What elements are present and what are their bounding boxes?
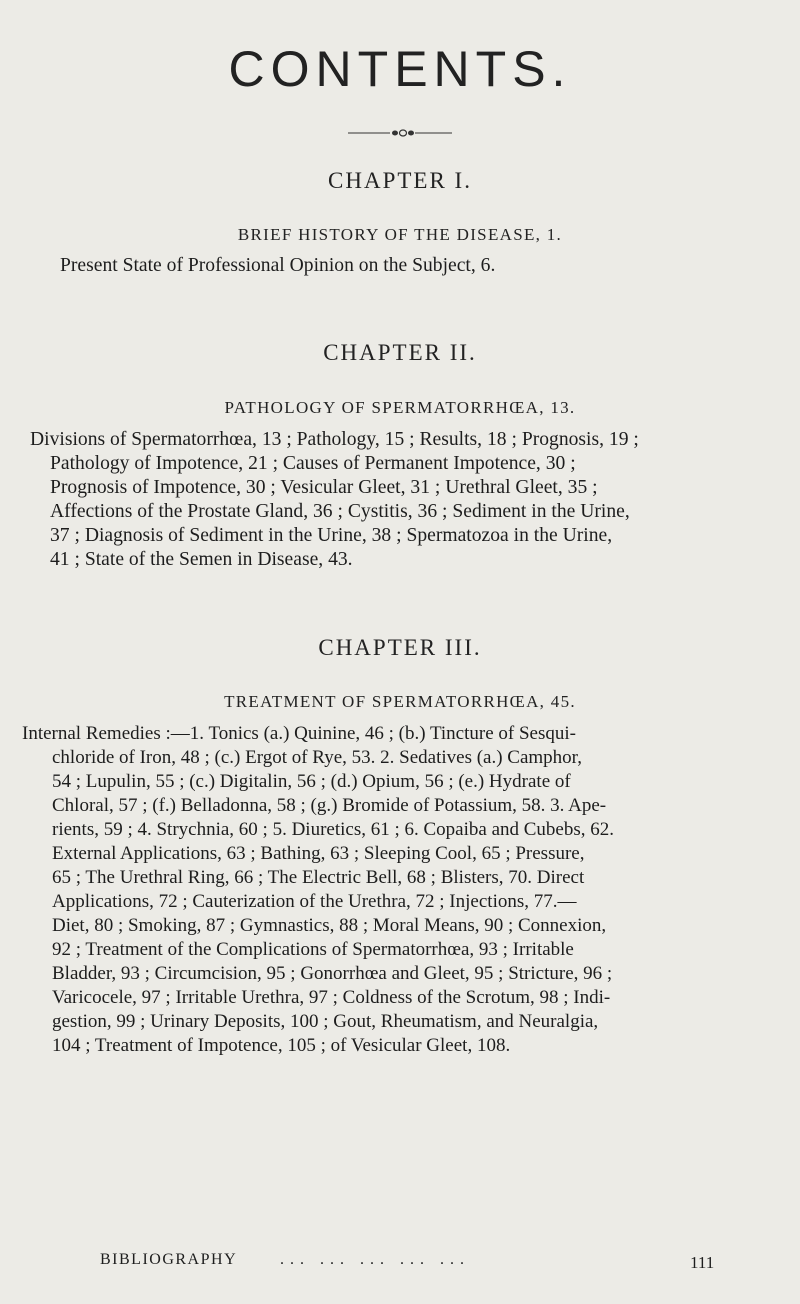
chapter-3-line: 92 ; Treatment of the Complications of Spermatorrhœa, 93 ; Irritable — [52, 939, 574, 960]
chapter-2-line: Prognosis of Impotence, 30 ; Vesicular Gleet, 31 ; Urethral Gleet, 35 ; — [50, 477, 598, 498]
chapter-1-heading: CHAPTER I. — [328, 168, 472, 193]
chapter-2-line: 37 ; Diagnosis of Sediment in the Urine, 38 ; Spermatozoa in the Urine, — [50, 525, 613, 546]
chapter-2-line: Divisions of Spermatorrhœa, 13 ; Pathology, 15 ; Results, 18 ; Prognosis, 19 ; — [30, 429, 639, 450]
chapter-3-line: Bladder, 93 ; Circumcision, 95 ; Gonorrhœa and Gleet, 95 ; Stricture, 96 ; — [52, 963, 613, 984]
chapter-3-line: rients, 59 ; 4. Strychnia, 60 ; 5. Diuretics, 61 ; 6. Copaiba and Cubebs, 62. — [52, 819, 615, 840]
bibliography-leader-dots: ... ... ... ... ... — [280, 1251, 470, 1268]
chapter-1-line: Present State of Professional Opinion on the Subject, 6. — [60, 255, 496, 276]
ornament-divider — [340, 128, 460, 138]
chapter-3-line: Chloral, 57 ; (f.) Belladonna, 58 ; (g.) Bromide of Potassium, 58. 3. Ape- — [52, 795, 607, 816]
chapter-1-body — [60, 254, 800, 278]
chapter-2-line: Affections of the Prostate Gland, 36 ; Cystitis, 36 ; Sediment in the Urine, — [50, 501, 630, 522]
chapter-3-line: 104 ; Treatment of Impotence, 105 ; of Vesicular Gleet, 108. — [52, 1035, 511, 1056]
chapter-3-line: Diet, 80 ; Smoking, 87 ; Gymnastics, 88 ; Moral Means, 90 ; Connexion, — [52, 915, 607, 936]
chapter-3-line: Applications, 72 ; Cauterization of the Urethra, 72 ; Injections, 77.— — [52, 891, 577, 912]
chapter-3-line: 65 ; The Urethral Ring, 66 ; The Electric Bell, 68 ; Blisters, 70. Direct — [52, 867, 585, 888]
chapter-3-heading: CHAPTER III. — [318, 635, 482, 660]
chapter-3-line: Internal Remedies :—1. Tonics (a.) Quinine, 46 ; (b.) Tincture of Sesqui- — [22, 723, 576, 744]
page-title: CONTENTS. — [228, 41, 572, 97]
chapter-3-line: 54 ; Lupulin, 55 ; (c.) Digitalin, 56 ; (d.) Opium, 56 ; (e.) Hydrate of — [52, 771, 571, 792]
chapter-1-subheading: BRIEF HISTORY OF THE DISEASE, 1. — [237, 225, 563, 244]
chapter-2-body — [30, 428, 790, 572]
chapter-2-subheading: PATHOLOGY OF SPERMATORRHŒA, 13. — [224, 398, 576, 417]
chapter-3-line: External Applications, 63 ; Bathing, 63 ; Sleeping Cool, 65 ; Pressure, — [52, 843, 585, 864]
chapter-3-body — [22, 722, 792, 1058]
bibliography-page-number: 111 — [690, 1253, 715, 1272]
chapter-3-subheading: TREATMENT OF SPERMATORRHŒA, 45. — [224, 692, 576, 711]
chapter-3-line: Varicocele, 97 ; Irritable Urethra, 97 ; Coldness of the Scrotum, 98 ; Indi- — [52, 987, 611, 1008]
chapter-2-heading: CHAPTER II. — [323, 340, 477, 365]
chapter-2-line: Pathology of Impotence, 21 ; Causes of Permanent Impotence, 30 ; — [50, 453, 576, 474]
bibliography-label: BIBLIOGRAPHY — [100, 1251, 238, 1268]
chapter-3-line: chloride of Iron, 48 ; (c.) Ergot of Rye, 53. 2. Sedatives (a.) Camphor, — [52, 747, 582, 768]
chapter-3-line: gestion, 99 ; Urinary Deposits, 100 ; Gout, Rheumatism, and Neuralgia, — [52, 1011, 599, 1032]
chapter-2-line: 41 ; State of the Semen in Disease, 43. — [50, 549, 353, 570]
